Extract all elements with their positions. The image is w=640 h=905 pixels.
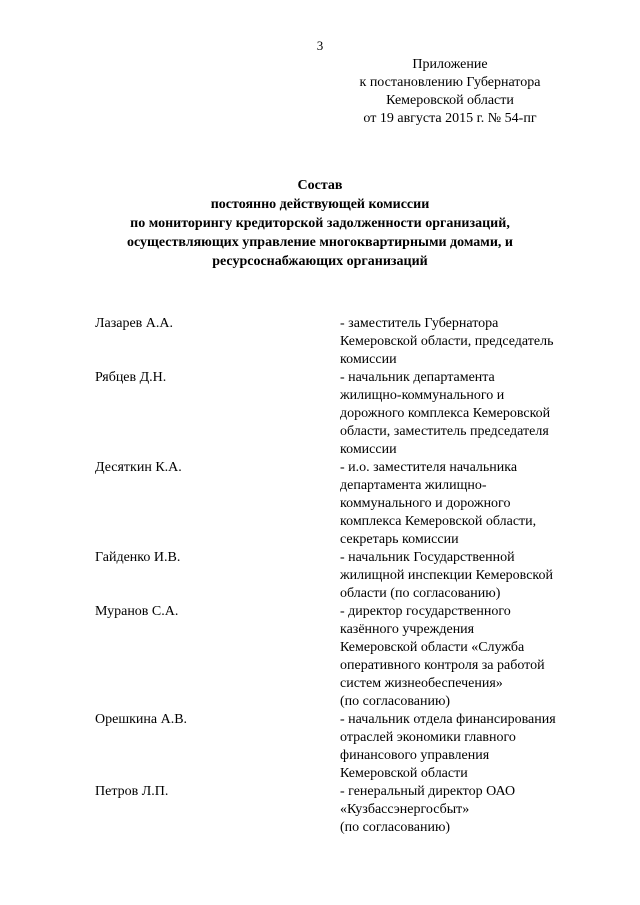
role-line: области (по согласованию) [340,586,501,601]
member-role [340,783,595,837]
title-line: постоянно действующей комиссии [210,197,430,212]
member-role [340,603,595,711]
appendix-line: к постановлению Губернатора [359,75,541,90]
member-row [95,711,595,783]
member-role [340,711,595,783]
member-name: Муранов С.А. [95,604,179,619]
role-line: казённого учреждения [340,622,475,637]
member-role [340,315,595,369]
role-line: финансового управления [340,748,490,763]
member-name: Петров Л.П. [95,784,169,799]
title-line: Состав [297,178,343,193]
member-row [95,369,595,459]
role-line: комплекса Кемеровской области, [340,514,537,529]
role-line: - начальник Государственной [340,550,515,565]
member-name: Орешкина А.В. [95,712,188,727]
appendix-line: Приложение [412,57,488,72]
role-line: секретарь комиссии [340,532,459,547]
role-line: (по согласованию) [340,694,451,709]
member-role [340,369,595,459]
member-row [95,603,595,711]
title-line: по мониторингу кредиторской задолженности организаций, [130,216,510,231]
role-line: (по согласованию) [340,820,451,835]
role-line: - начальник отдела финансирования [340,712,556,727]
role-line: «Кузбассэнергосбыт» [340,802,470,817]
role-line: Кемеровской области [340,766,468,781]
role-line: департамента жилищно- [340,478,487,493]
role-line: коммунального и дорожного [340,496,511,511]
member-list [95,315,595,837]
title-line: осуществляющих управление многоквартирными домами, и [127,235,513,250]
appendix-line: Кемеровской области [386,93,514,108]
member-name: Десяткин К.А. [95,460,182,475]
role-line: систем жизнеобеспечения» [340,676,503,691]
role-line: комиссии [340,352,397,367]
member-role [340,549,595,603]
role-line: Кемеровской области «Служба [340,640,525,655]
appendix-header [330,56,570,128]
role-line: оперативного контроля за работой [340,658,545,673]
role-line: области, заместитель председателя [340,424,549,439]
role-line: комиссии [340,442,397,457]
member-row [95,783,595,837]
member-name: Гайденко И.В. [95,550,181,565]
member-row [95,459,595,549]
member-row [95,315,595,369]
role-line: дорожного комплекса Кемеровской [340,406,551,421]
document-title [60,176,580,271]
title-line: ресурсоснабжающих организаций [212,254,428,269]
role-line: - заместитель Губернатора [340,316,499,331]
appendix-line: от 19 августа 2015 г. № 54-пг [363,111,537,126]
role-line: отраслей экономики главного [340,730,516,745]
role-line: жилищно-коммунального и [340,388,505,403]
member-row [95,549,595,603]
member-name: Лазарев А.А. [95,316,173,331]
role-line: Кемеровской области, председатель [340,334,554,349]
role-line: - начальник департамента [340,370,495,385]
member-role [340,459,595,549]
member-name: Рябцев Д.Н. [95,370,167,385]
role-line: - генеральный директор ОАО [340,784,516,799]
page-number: 3 [316,38,324,53]
role-line: - директор государственного [340,604,511,619]
role-line: жилищной инспекции Кемеровской [340,568,554,583]
role-line: - и.о. заместителя начальника [340,460,518,475]
